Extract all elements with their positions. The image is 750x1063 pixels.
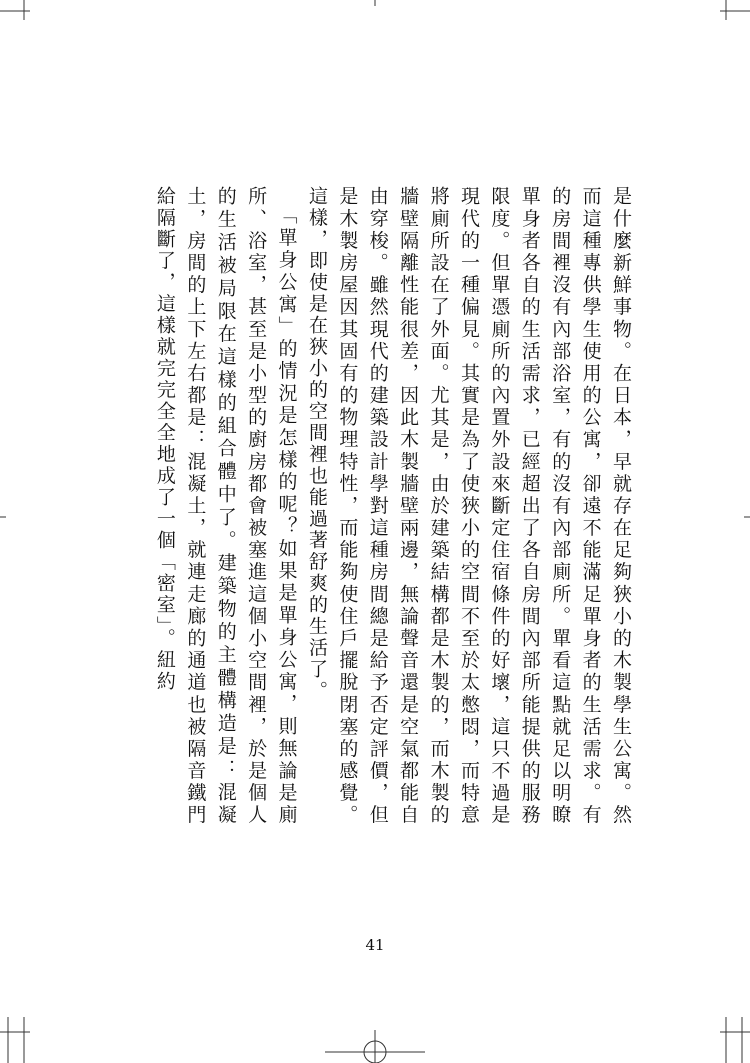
paragraph: 是什麼新鮮事物。在日本，早就存在足夠狹小的木製學生公寓。然而這種專供學生使用的公寓，卻遠不能滿足單身者的生活需求。有的房間裡沒有內部浴室，有的沒有內部廁所。單看這點就足以明瞭單身者各自的生活需求，已經超出了各自房間內部所能提供的服務限度。但單憑廁所的內置外設來斷定住宿條件的好壞，這只不過是現代的一種偏見。其實是為了使狹小的空間不至於太憋悶，而特意將廁所設在了外面。尤其是，由於建築結構都是木製的，而木製的牆壁隔離性能很差，因此木製牆壁兩邊，無論聲音還是空氣都能自由穿梭。雖然現代的建築設計學對這種房間總是給予否定評價，但是木製房屋因其固有的物理特性，而能夠使住戶擺脫閉塞的感覺。這樣，即使是在狹小的空間裡也能過著舒爽的生活了。	[305, 186, 632, 826]
paragraph: 「單身公寓」的情況是怎樣的呢？如果是單身公寓，則無論是廁所、浴室，甚至是小型的廚房都會被塞進這個小空間裡，於是個人的生活被局限在這樣的組合體中了。建築物的主體構造是：混凝土，房間的上下左右都是：混凝土，就連走廊的通道也被隔音鐵門給隔斷了，這樣就完完全全地成了一個「密室」。紐約	[153, 186, 298, 826]
body-text	[100, 186, 636, 826]
page-number: 41	[365, 936, 385, 954]
